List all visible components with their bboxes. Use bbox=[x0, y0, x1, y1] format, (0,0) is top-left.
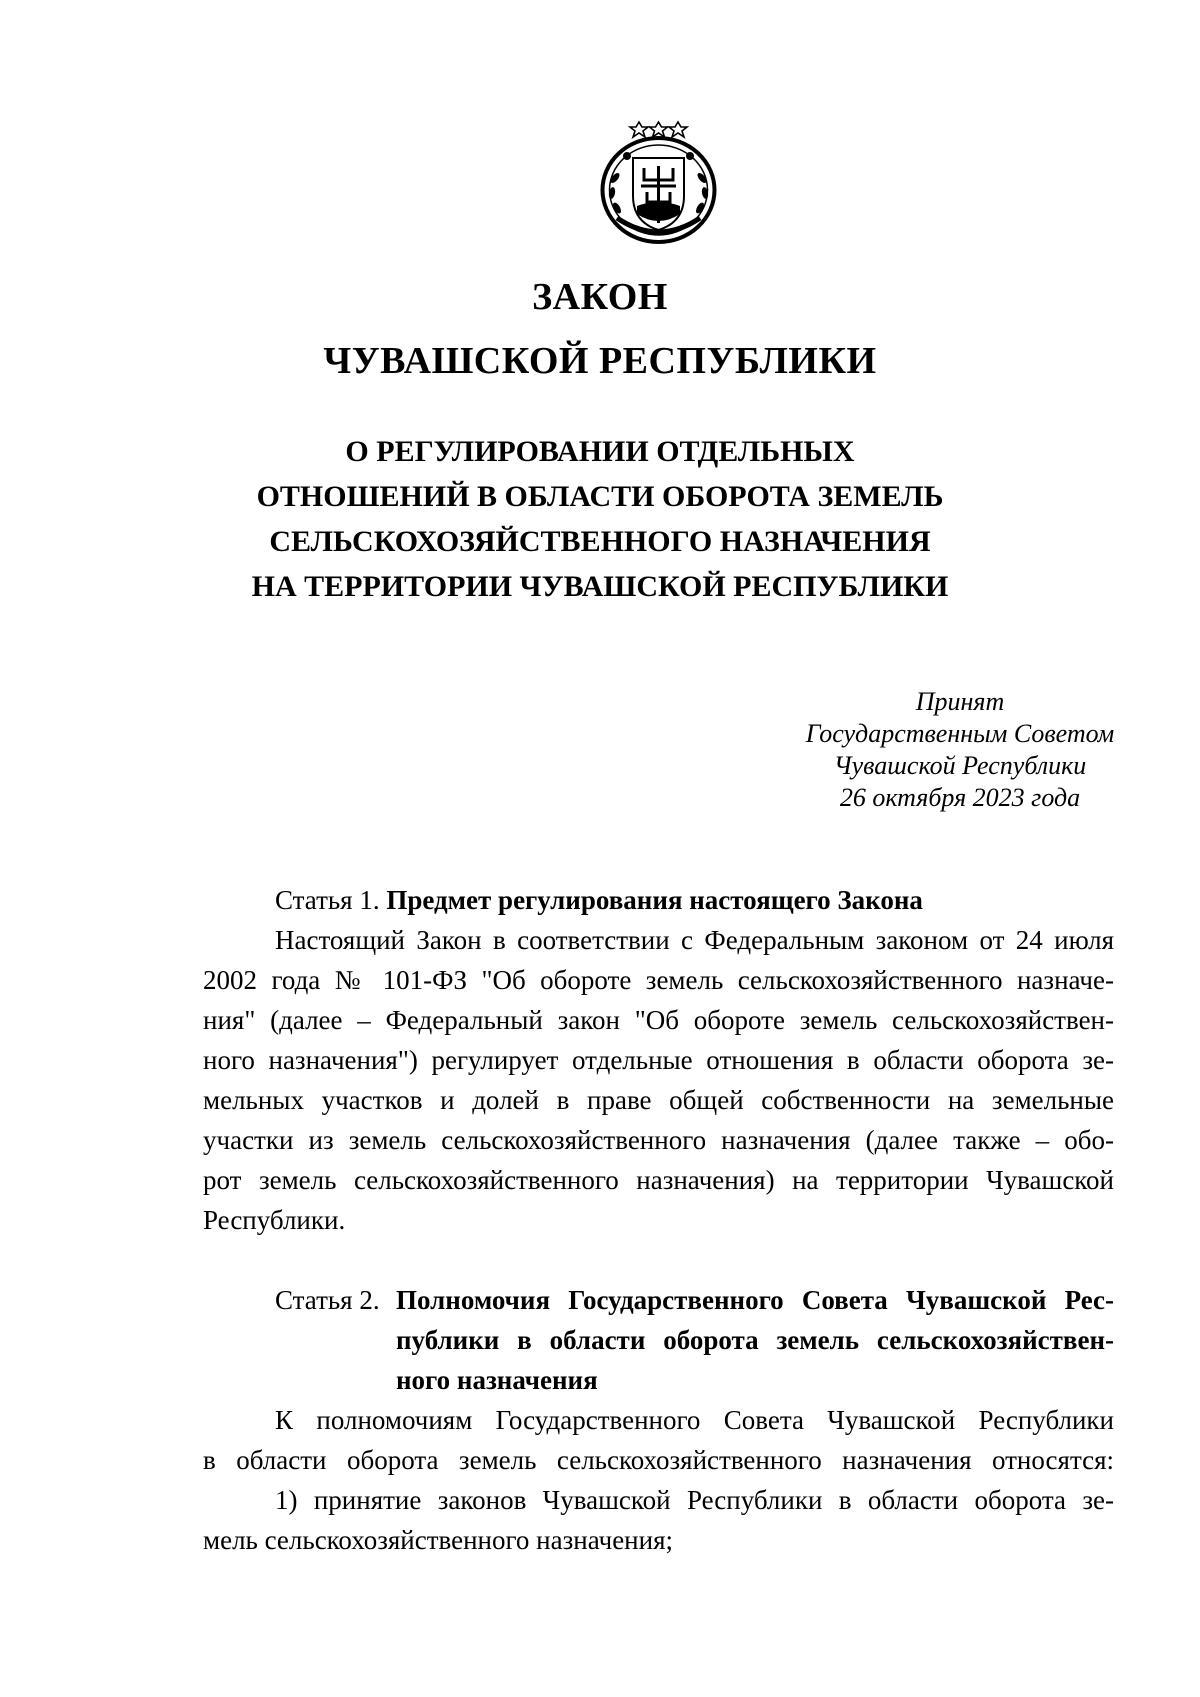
article-2-title-line: ного назначения bbox=[396, 1365, 598, 1395]
article-2-intro-line: К полномочиям Государственного Совета Чувашской Республики bbox=[275, 1405, 1114, 1435]
article-1-line: ного назначения") регулирует отдельные отношения в области оборота зе- bbox=[203, 1045, 1114, 1075]
adoption-line: Чувашской Республики bbox=[833, 751, 1087, 780]
article-1-line: мельных участков и долей в праве общей собственности на земельные bbox=[203, 1085, 1114, 1115]
article-1-line: рот земель сельскохозяйственного назначения) на территории Чувашской bbox=[203, 1165, 1114, 1195]
article-1-heading bbox=[203, 880, 1114, 920]
article-1-line: ния" (далее – Федеральный закон "Об обороте земель сельскохозяйствен- bbox=[203, 1005, 1114, 1035]
subtitle-line: НА ТЕРРИТОРИИ ЧУВАШСКОЙ РЕСПУБЛИКИ bbox=[251, 570, 949, 603]
article-2-title-line: Полномочия Государственного Совета Чувашской Рес- bbox=[396, 1285, 1114, 1315]
article-2-item-1-line: 1) принятие законов Чувашской Республики в области оборота зе- bbox=[275, 1485, 1114, 1515]
article-1-line: Республики. bbox=[203, 1205, 346, 1235]
article-2-heading bbox=[203, 1280, 1114, 1320]
article-2-label: Статья 2. bbox=[275, 1285, 380, 1315]
article-1-label: Статья 1. bbox=[275, 885, 380, 915]
article-2-heading-end bbox=[203, 1360, 1114, 1400]
law-title-republic: ЧУВАШСКОЙ РЕСПУБЛИКИ bbox=[323, 340, 877, 382]
article-2 bbox=[203, 1280, 1114, 1560]
subtitle-line: СЕЛЬСКОХОЗЯЙСТВЕННОГО НАЗНАЧЕНИЯ bbox=[269, 525, 931, 558]
adoption-line: Государственным Советом bbox=[805, 719, 1115, 748]
article-1-title: Предмет регулирования настоящего Закона bbox=[386, 885, 923, 915]
subtitle-line: О РЕГУЛИРОВАНИИ ОТДЕЛЬНЫХ bbox=[345, 435, 855, 468]
adoption-date: 26 октября 2023 года bbox=[839, 783, 1081, 812]
subtitle-line: ОТНОШЕНИЙ В ОБЛАСТИ ОБОРОТА ЗЕМЕЛЬ bbox=[256, 480, 944, 513]
article-2-title-line: публики в области оборота земель сельскохозяйствен- bbox=[396, 1325, 1114, 1355]
coat-of-arms-icon bbox=[597, 118, 720, 246]
article-1-line: участки из земель сельскохозяйственного назначения (далее также – обо- bbox=[203, 1125, 1114, 1155]
adoption-note bbox=[760, 686, 1160, 814]
article-2-heading-cont bbox=[203, 1320, 1114, 1360]
article-2-intro-line: в области оборота земель сельскохозяйственного назначения относятся: bbox=[203, 1445, 1114, 1475]
law-title: ЗАКОН bbox=[532, 276, 668, 318]
adoption-line: Принят bbox=[915, 687, 1005, 716]
law-subtitle bbox=[140, 429, 1060, 609]
article-2-item-1-line: мель сельскохозяйственного назначения; bbox=[203, 1525, 673, 1555]
article-1 bbox=[203, 880, 1114, 1240]
article-1-line: Настоящий Закон в соответствии с Федеральным законом от 24 июля bbox=[275, 925, 1114, 955]
article-1-line: 2002 года № 101-ФЗ "Об обороте земель сельскохозяйственного назначе- bbox=[203, 965, 1114, 995]
